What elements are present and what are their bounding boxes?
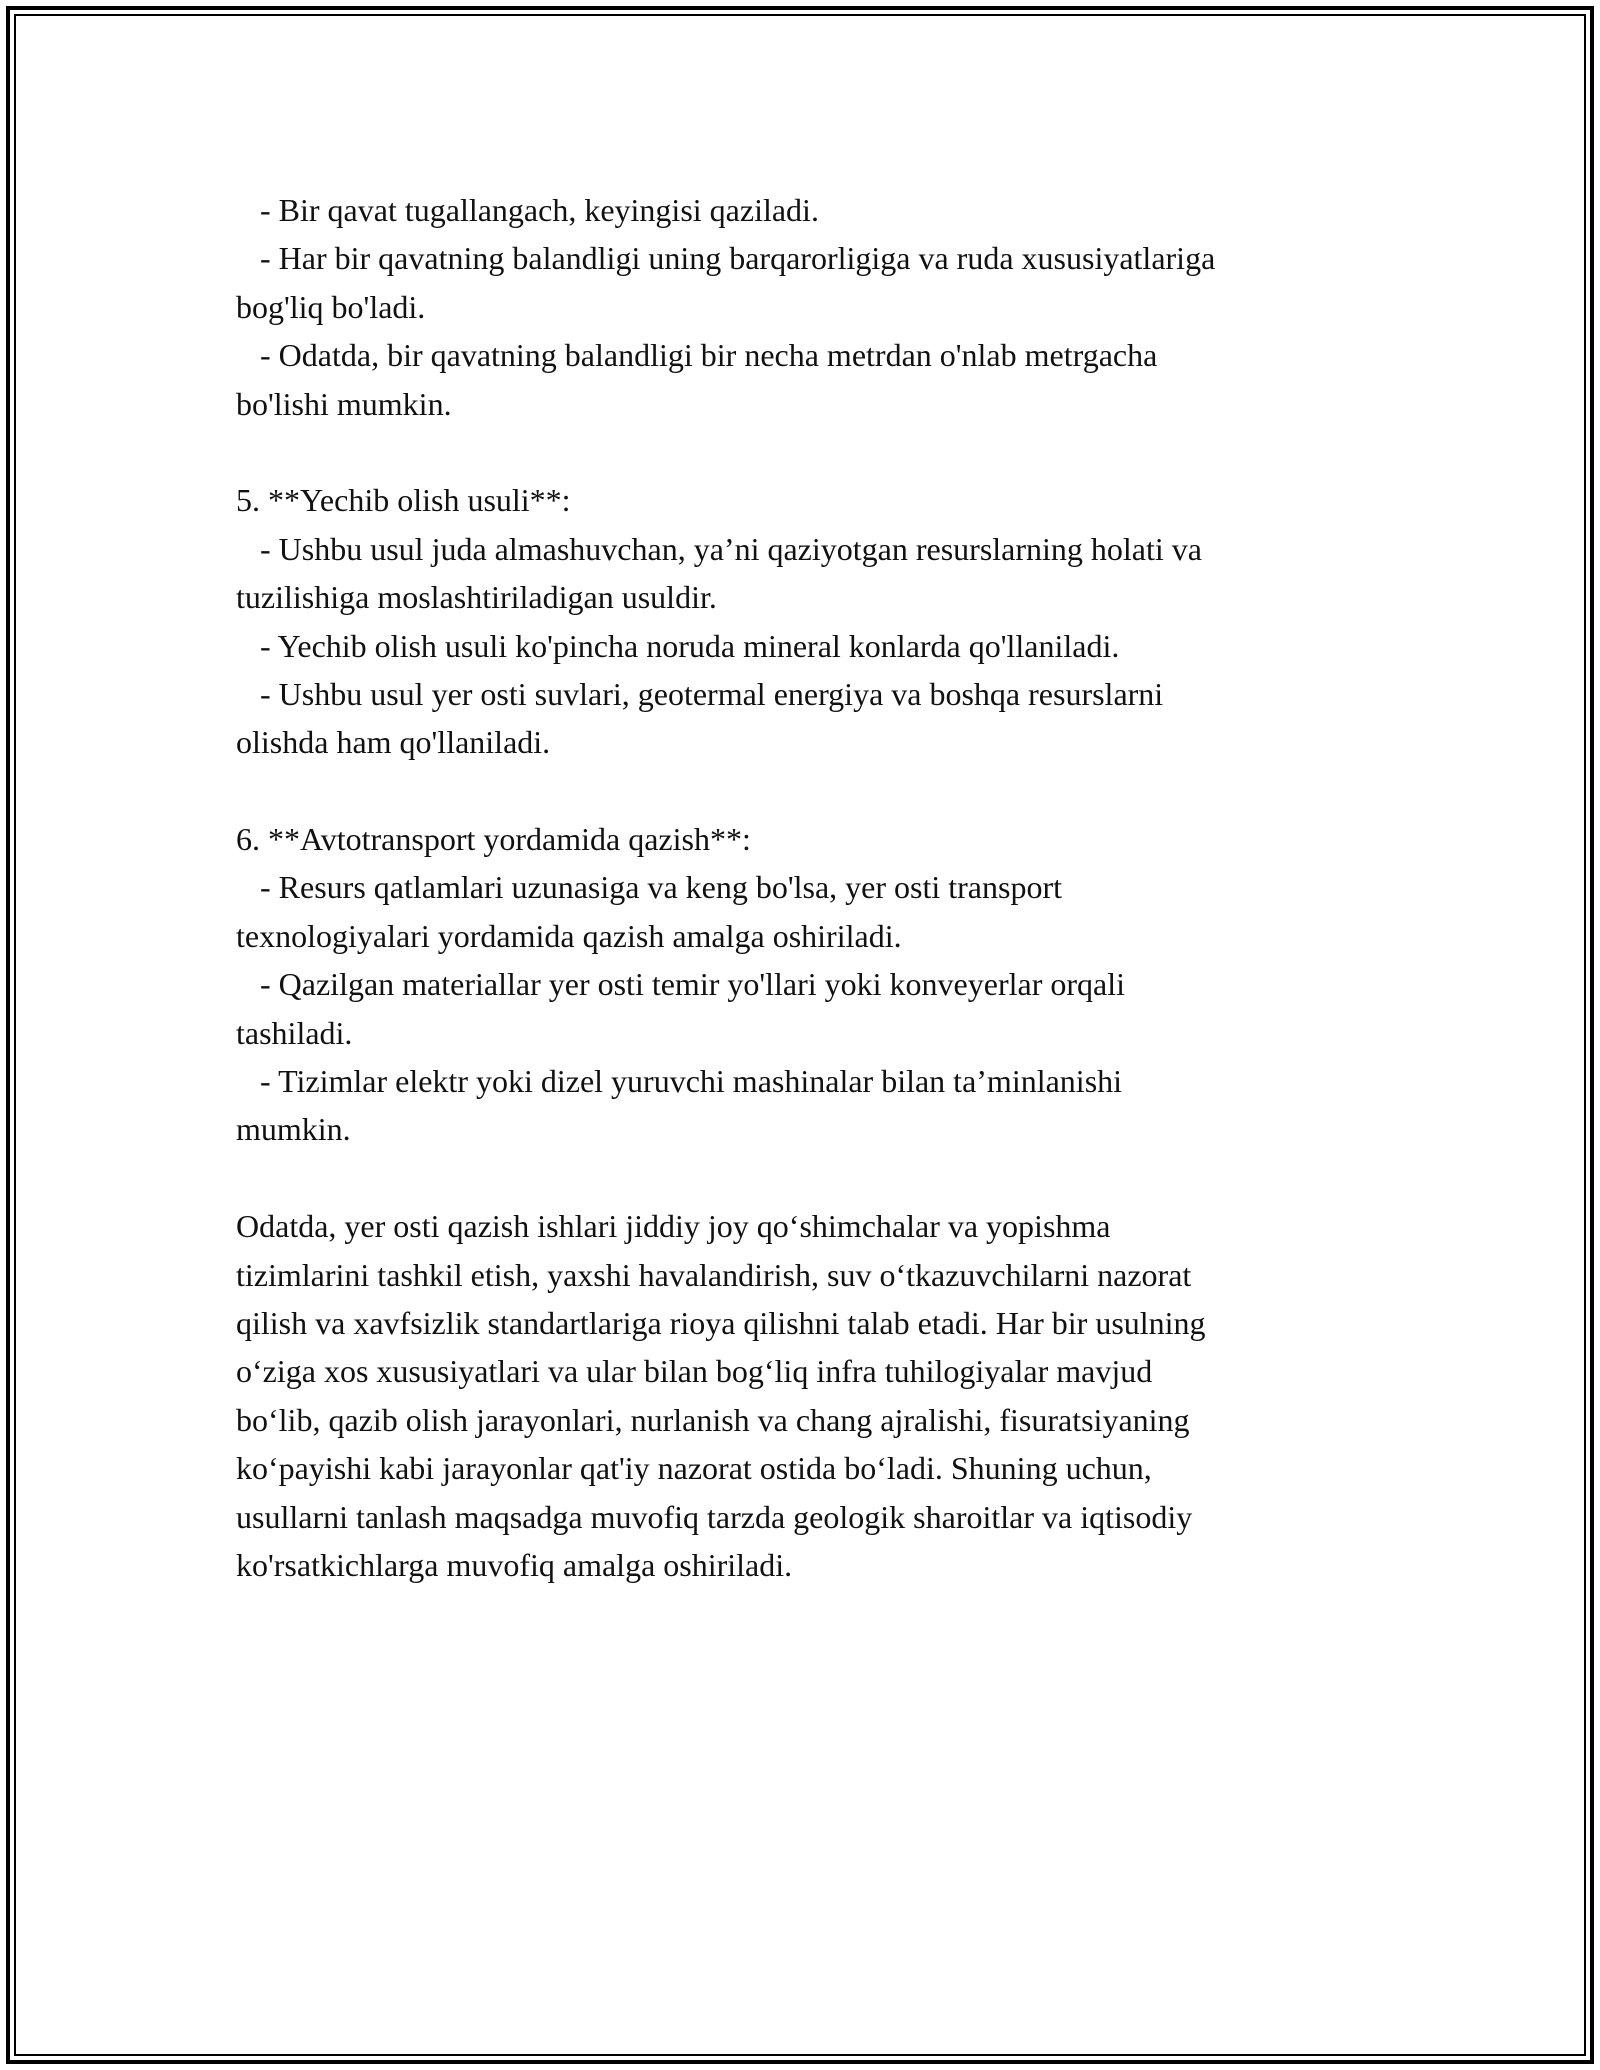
blank-line xyxy=(236,767,1386,815)
text-line: bog'liq bo'ladi. xyxy=(236,288,426,325)
text-line: bo'lishi mumkin. xyxy=(236,385,452,422)
text-line: - Odatda, bir qavatning balandligi bir necha metrdan o'nlab metrgacha xyxy=(236,337,1158,374)
paragraph-line: ko‘payishi kabi jarayonlar qat'iy nazorat ostida bo‘ladi. Shuning uchun, xyxy=(236,1450,1152,1487)
text-line: tuzilishiga moslashtiriladigan usuldir. xyxy=(236,579,717,616)
paragraph-line: ko'rsatkichlarga muvofiq amalga oshiriladi. xyxy=(236,1546,793,1583)
paragraph-line: o‘ziga xos xususiyatlari va ular bilan bog‘liq infra tuhilogiyalar mavjud xyxy=(236,1353,1153,1390)
paragraph-line: tizimlarini tashkil etish, yaxshi havalandirish, suv o‘tkazuvchilarni nazorat xyxy=(236,1256,1192,1293)
paragraph-line: Odatda, yer osti qazish ishlari jiddiy joy qo‘shimchalar va yopishma xyxy=(236,1208,1111,1245)
text-line: - Ushbu usul yer osti suvlari, geotermal energiya va boshqa resurslarni xyxy=(236,675,1164,712)
text-line: - Resurs qatlamlari uzunasiga va keng bo'lsa, yer osti transport xyxy=(236,869,1062,906)
text-line: - Yechib olish usuli ko'pincha noruda mineral konlarda qo'llaniladi. xyxy=(236,627,1120,664)
blank-line xyxy=(236,428,1386,476)
text-line: texnologiyalari yordamida qazish amalga oshiriladi. xyxy=(236,917,902,954)
paragraph-line: usullarni tanlash maqsadga muvofiq tarzda geologik sharoitlar va iqtisodiy xyxy=(236,1498,1193,1535)
text-line: tashiladi. xyxy=(236,1014,353,1051)
document-body xyxy=(236,186,1386,1589)
blank-line xyxy=(236,1154,1386,1202)
text-line: - Tizimlar elektr yoki dizel yuruvchi mashinalar bilan ta’minlanishi xyxy=(236,1063,1123,1100)
text-line: - Ushbu usul juda almashuvchan, ya’ni qaziyotgan resurslarning holati va xyxy=(236,530,1202,567)
text-line: mumkin. xyxy=(236,1111,351,1148)
text-line: olishda ham qo'llaniladi. xyxy=(236,724,551,761)
text-line: - Har bir qavatning balandligi uning barqarorligiga va ruda xususiyatlariga xyxy=(236,240,1216,277)
section-heading: 6. **Avtotransport yordamida qazish**: xyxy=(236,821,751,858)
text-line: - Qazilgan materiallar yer osti temir yo'llari yoki konveyerlar orqali xyxy=(236,966,1125,1003)
text-line: - Bir qavat tugallangach, keyingisi qaziladi. xyxy=(236,192,819,228)
paragraph-line: qilish va xavfsizlik standartlariga rioya qilishni talab etadi. Har bir usulning xyxy=(236,1304,1206,1341)
paragraph-line: bo‘lib, qazib olish jarayonlari, nurlanish va chang ajralishi, fisuratsiyaning xyxy=(236,1401,1190,1438)
section-heading: 5. **Yechib olish usuli**: xyxy=(236,482,571,519)
